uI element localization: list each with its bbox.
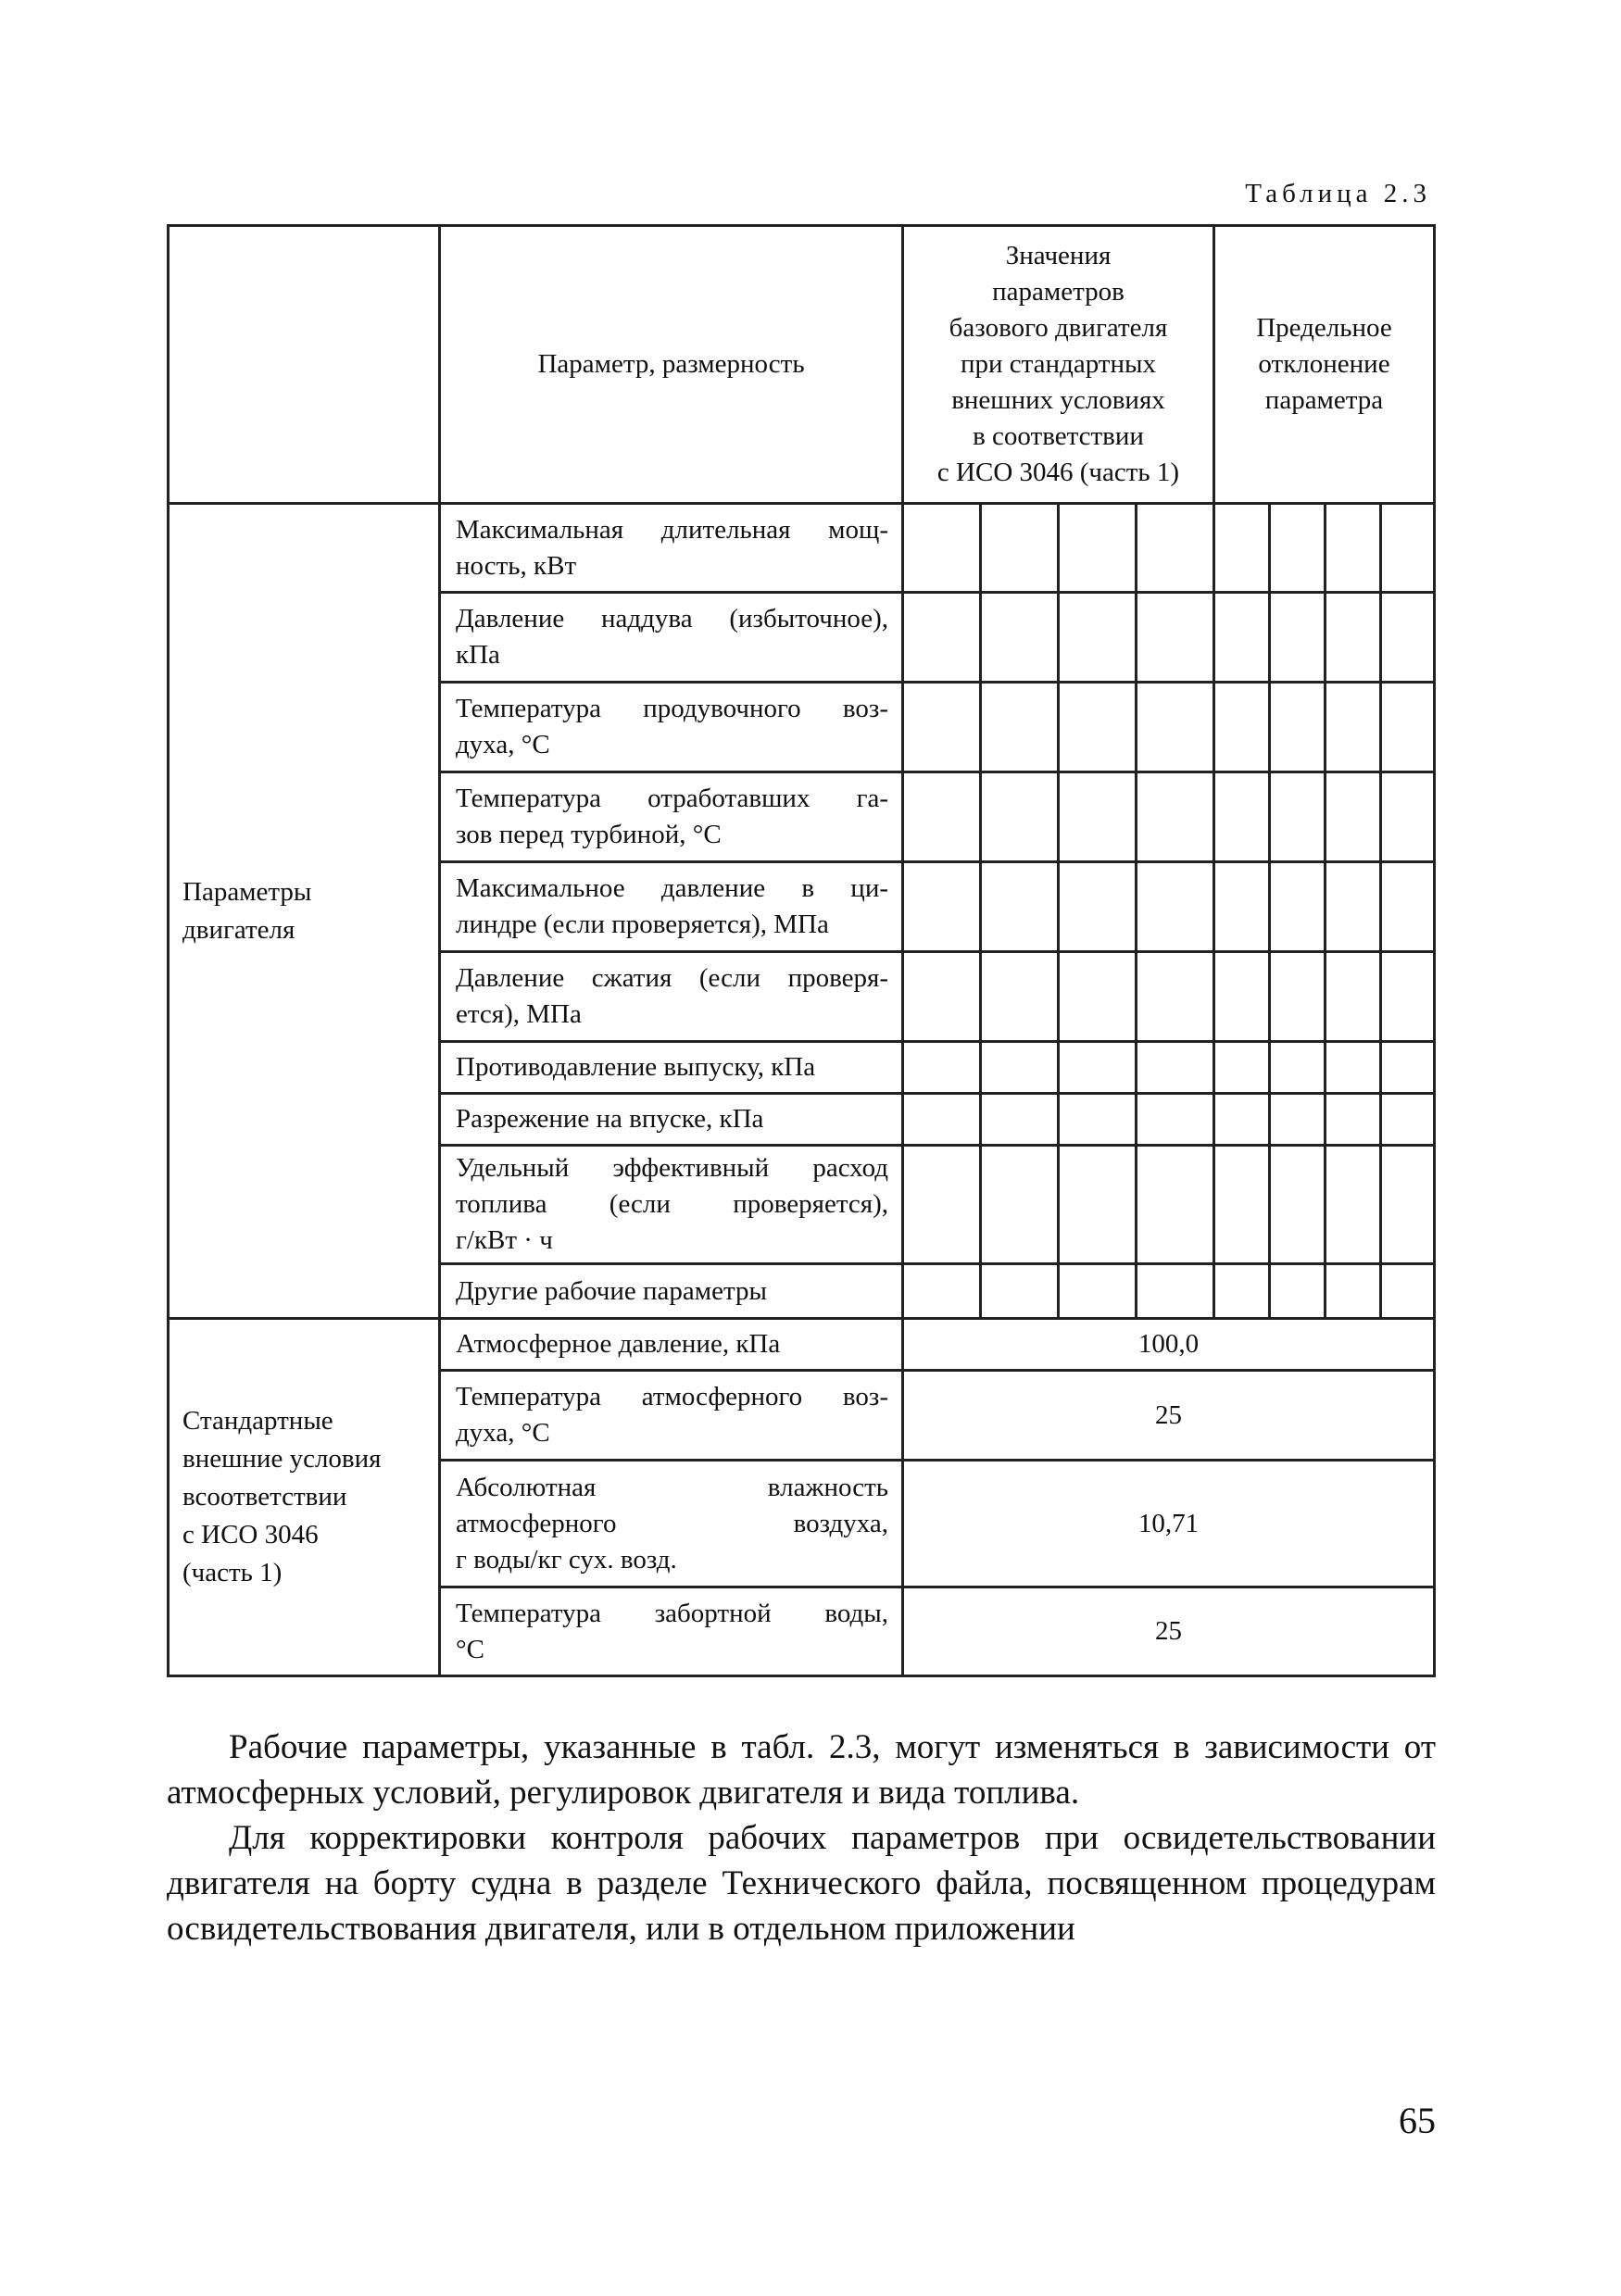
value-cell: [1059, 504, 1137, 593]
deviation-cell: [1326, 504, 1381, 593]
value-cell: 25: [903, 1587, 1435, 1676]
deviation-cell: [1326, 1146, 1381, 1264]
deviation-cell: [1381, 1146, 1435, 1264]
value-cell: [903, 862, 981, 952]
value-cell: [1137, 862, 1214, 952]
header-deviation: Предельное отклонение параметра: [1214, 226, 1435, 504]
parameter-cell: Максимальная длительная мощ- ность, кВт: [440, 504, 903, 593]
value-cell: [1137, 593, 1214, 683]
deviation-cell: [1270, 683, 1326, 772]
parameter-cell: Давление сжатия (если проверя- ется), МПа: [440, 952, 903, 1042]
deviation-cell: [1381, 952, 1435, 1042]
value-cell: [903, 772, 981, 862]
value-cell: 25: [903, 1371, 1435, 1461]
deviation-cell: [1214, 593, 1270, 683]
deviation-cell: [1214, 683, 1270, 772]
deviation-cell: [1381, 862, 1435, 952]
value-cell: [903, 1264, 981, 1319]
value-cell: [1059, 1146, 1137, 1264]
deviation-cell: [1214, 952, 1270, 1042]
group-label-cell: Параметры двигателя: [169, 504, 440, 1319]
deviation-cell: [1326, 593, 1381, 683]
parameter-cell: Разрежение на впуске, кПа: [440, 1094, 903, 1146]
value-cell: [903, 1042, 981, 1094]
value-cell: 10,71: [903, 1461, 1435, 1587]
value-cell: [1137, 772, 1214, 862]
body-text: [167, 1725, 1436, 1951]
deviation-cell: [1214, 1094, 1270, 1146]
deviation-cell: [1326, 772, 1381, 862]
table-header-row: [169, 226, 1435, 504]
deviation-cell: [1270, 952, 1326, 1042]
value-cell: [1137, 504, 1214, 593]
value-cell: [981, 683, 1059, 772]
parameter-cell: Противодавление выпуску, кПа: [440, 1042, 903, 1094]
deviation-cell: [1270, 1146, 1326, 1264]
deviation-cell: [1326, 862, 1381, 952]
group-label-cell: Стандартные внешние условия всоответствии с ИСО 3046 (часть 1): [169, 1319, 440, 1676]
deviation-cell: [1326, 1264, 1381, 1319]
deviation-cell: [1326, 1094, 1381, 1146]
deviation-cell: [1214, 1264, 1270, 1319]
value-cell: [903, 952, 981, 1042]
value-cell: [1059, 593, 1137, 683]
table-row: [169, 1319, 1435, 1371]
parameter-cell: Давление наддува (избыточное), кПа: [440, 593, 903, 683]
deviation-cell: [1381, 1264, 1435, 1319]
deviation-cell: [1381, 504, 1435, 593]
value-cell: [903, 504, 981, 593]
deviation-cell: [1270, 1264, 1326, 1319]
header-parameter: Параметр, размерность: [440, 226, 903, 504]
value-cell: [1137, 952, 1214, 1042]
deviation-cell: [1270, 772, 1326, 862]
value-cell: [1137, 1264, 1214, 1319]
value-cell: [903, 1094, 981, 1146]
value-cell: [1137, 683, 1214, 772]
parameter-cell: Удельный эффективный расход топлива (если проверяется), г/кВт · ч: [440, 1146, 903, 1264]
deviation-cell: [1214, 504, 1270, 593]
value-cell: [1137, 1094, 1214, 1146]
value-cell: [981, 1146, 1059, 1264]
deviation-cell: [1326, 952, 1381, 1042]
parameter-cell: Температура продувочного воз- духа, °С: [440, 683, 903, 772]
value-cell: [1059, 1042, 1137, 1094]
value-cell: [1059, 862, 1137, 952]
deviation-cell: [1270, 862, 1326, 952]
value-cell: [981, 952, 1059, 1042]
parameters-table: [167, 224, 1436, 1677]
deviation-cell: [1270, 1042, 1326, 1094]
value-cell: [1059, 952, 1137, 1042]
parameter-cell: Максимальное давление в ци- линдре (если проверяется), МПа: [440, 862, 903, 952]
header-group-cell: [169, 226, 440, 504]
value-cell: [903, 1146, 981, 1264]
deviation-cell: [1381, 683, 1435, 772]
parameter-cell: Абсолютная влажность атмосферного воздуха, г воды/кг сух. возд.: [440, 1461, 903, 1587]
deviation-cell: [1214, 1146, 1270, 1264]
deviation-cell: [1381, 772, 1435, 862]
deviation-cell: [1214, 1042, 1270, 1094]
deviation-cell: [1381, 1042, 1435, 1094]
deviation-cell: [1270, 504, 1326, 593]
deviation-cell: [1381, 593, 1435, 683]
deviation-cell: [1381, 1094, 1435, 1146]
parameter-cell: Температура забортной воды, °С: [440, 1587, 903, 1676]
value-cell: [1059, 1094, 1137, 1146]
parameter-cell: Температура атмосферного воз- духа, °С: [440, 1371, 903, 1461]
value-cell: [981, 1042, 1059, 1094]
value-cell: [1059, 772, 1137, 862]
value-cell: [903, 593, 981, 683]
table-caption: Таблица 2.3: [1245, 179, 1431, 208]
value-cell: [1137, 1146, 1214, 1264]
deviation-cell: [1326, 683, 1381, 772]
value-cell: [1137, 1042, 1214, 1094]
value-cell: [981, 862, 1059, 952]
deviation-cell: [1326, 1042, 1381, 1094]
parameter-cell: Атмосферное давление, кПа: [440, 1319, 903, 1371]
deviation-cell: [1270, 1094, 1326, 1146]
value-cell: [981, 1264, 1059, 1319]
table-row: [169, 504, 1435, 593]
value-cell: [981, 504, 1059, 593]
page-number: 65: [1399, 2100, 1436, 2141]
header-values: Значения параметров базового двигателя при стандартных внешних условиях в соответствии с ИСО 3046 (часть 1): [903, 226, 1214, 504]
deviation-cell: [1214, 772, 1270, 862]
value-cell: [981, 593, 1059, 683]
paragraph: Рабочие параметры, указанные в табл. 2.3, могут изменяться в зависимости от атмосферных условий, регулировок двигателя и вида топлива.: [167, 1728, 1436, 1812]
value-cell: [1059, 1264, 1137, 1319]
deviation-cell: [1214, 862, 1270, 952]
parameter-cell: Другие рабочие параметры: [440, 1264, 903, 1319]
value-cell: [1059, 683, 1137, 772]
deviation-cell: [1270, 593, 1326, 683]
value-cell: [981, 772, 1059, 862]
parameter-cell: Температура отработавших га- зов перед турбиной, °С: [440, 772, 903, 862]
value-cell: [981, 1094, 1059, 1146]
value-cell: [903, 683, 981, 772]
paragraph: Для корректировки контроля рабочих параметров при освидетельствовании двигателя на борту судна в разделе Технического файла, посвященном процедурам освидетельствования двигателя, или в отдельном приложении: [167, 1819, 1436, 1948]
value-cell: 100,0: [903, 1319, 1435, 1371]
